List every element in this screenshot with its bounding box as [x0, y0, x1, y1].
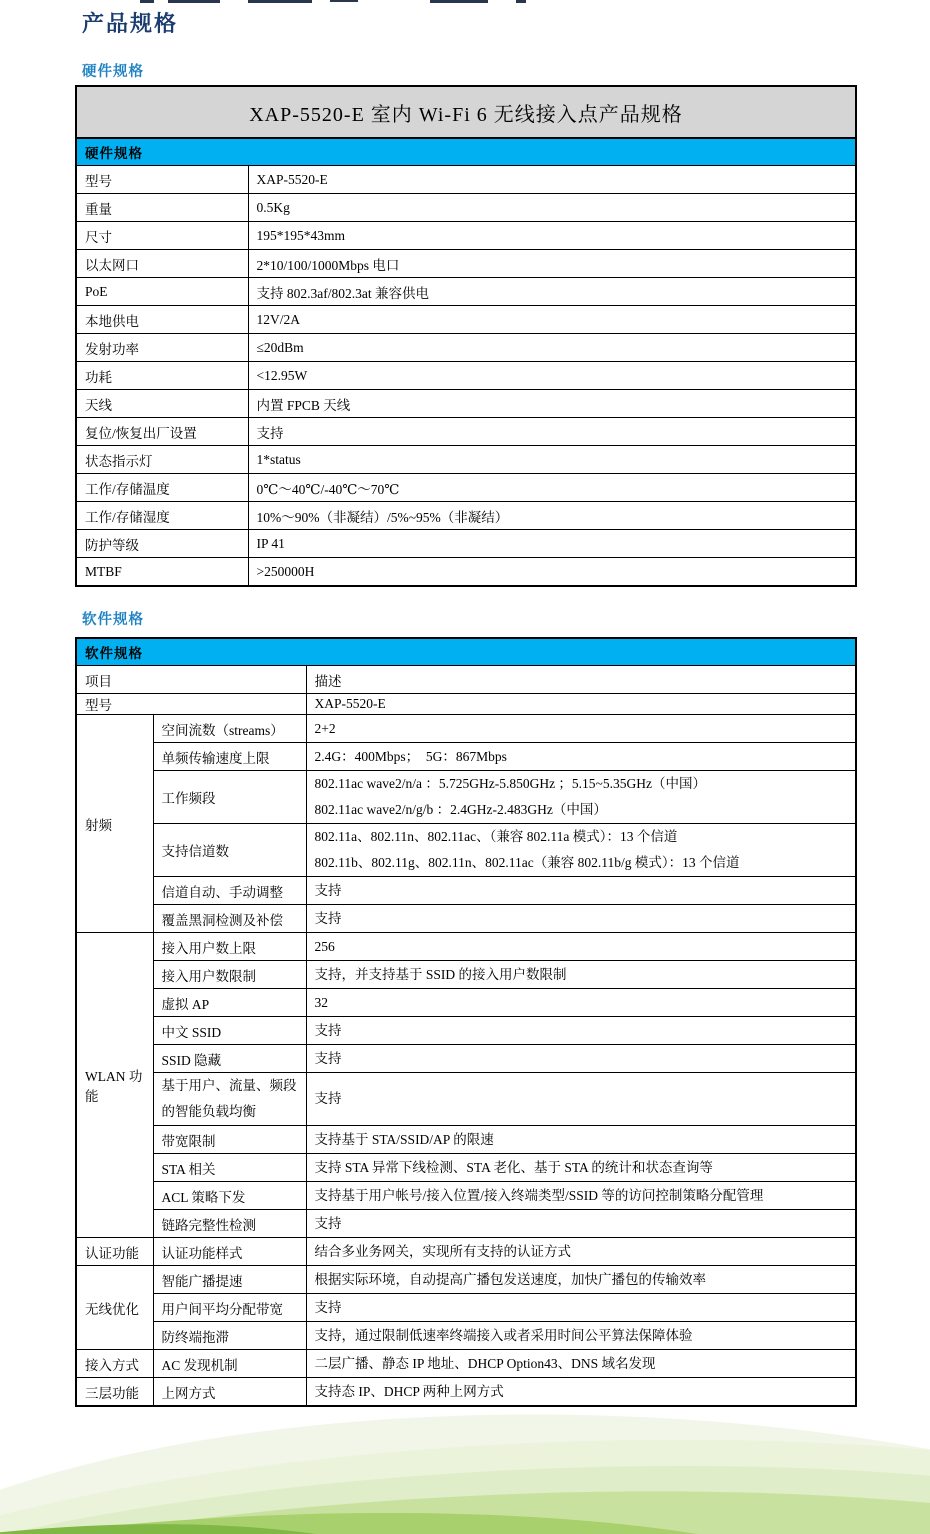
- software-spec-row: [76, 1073, 856, 1126]
- spec-item: 链路完整性检测: [153, 1210, 306, 1238]
- spec-label: 发射功率: [76, 334, 248, 362]
- hardware-spec-row: [76, 194, 856, 222]
- spec-desc-line: 支持: [314, 1091, 342, 1106]
- spec-desc: [306, 1210, 856, 1238]
- software-spec-row: [76, 1322, 856, 1350]
- spec-label: 天线: [76, 390, 248, 418]
- hardware-spec-row: [76, 474, 856, 502]
- spec-item: SSID 隐藏: [153, 1045, 306, 1073]
- group-label: WLAN 功能: [76, 933, 153, 1238]
- hardware-table-band-label: 硬件规格: [76, 138, 856, 166]
- group-label: 三层功能: [76, 1378, 153, 1407]
- spec-item: [153, 1073, 306, 1126]
- software-spec-row: [76, 1210, 856, 1238]
- spec-value: 支持 802.3af/802.3at 兼容供电: [248, 278, 856, 306]
- spec-value: 内置 FPCB 天线: [248, 390, 856, 418]
- spec-desc: [306, 1238, 856, 1266]
- spec-value: ≤20dBm: [248, 334, 856, 362]
- spec-item: ACL 策略下发: [153, 1182, 306, 1210]
- hardware-spec-row: [76, 446, 856, 474]
- spec-value: 10%～90%（非凝结）/5%~95%（非凝结）: [248, 502, 856, 530]
- group-label: 射频: [76, 715, 153, 933]
- spec-desc-line: 2+2: [314, 720, 336, 736]
- software-spec-row: [76, 824, 856, 877]
- hardware-spec-row: [76, 166, 856, 194]
- hardware-spec-row: [76, 558, 856, 587]
- software-spec-row: [76, 1182, 856, 1210]
- spec-desc-line: 支持: [314, 1022, 342, 1038]
- spec-item: 虚拟 AP: [153, 989, 306, 1017]
- spec-desc-line: 支持: [314, 1050, 342, 1066]
- hardware-spec-row: [76, 362, 856, 390]
- spec-item: 中文 SSID: [153, 1017, 306, 1045]
- clipped-previous-content: [0, 0, 930, 5]
- spec-desc: [306, 715, 856, 743]
- software-spec-row: [76, 743, 856, 771]
- spec-item: 覆盖黑洞检测及补偿: [153, 905, 306, 933]
- hardware-spec-row: [76, 530, 856, 558]
- software-spec-row: [76, 1126, 856, 1154]
- software-spec-row: [76, 1238, 856, 1266]
- hardware-table-title: XAP-5520-E 室内 Wi-Fi 6 无线接入点产品规格: [76, 86, 856, 138]
- software-spec-row: [76, 1350, 856, 1378]
- hardware-spec-row: [76, 502, 856, 530]
- spec-desc: [306, 1322, 856, 1350]
- spec-label: 工作/存储湿度: [76, 502, 248, 530]
- spec-desc: [306, 877, 856, 905]
- spec-item: AC 发现机制: [153, 1350, 306, 1378]
- spec-label: MTBF: [76, 558, 248, 587]
- spec-label: 本地供电: [76, 306, 248, 334]
- hardware-spec-row: [76, 306, 856, 334]
- spec-item: STA 相关: [153, 1154, 306, 1182]
- spec-item: 智能广播提速: [153, 1266, 306, 1294]
- spec-desc-line: 支持: [314, 1215, 342, 1231]
- group-label: 认证功能: [76, 1238, 153, 1266]
- spec-desc: [306, 1017, 856, 1045]
- software-spec-row: [76, 877, 856, 905]
- spec-desc: [306, 905, 856, 933]
- software-spec-row: [76, 905, 856, 933]
- hardware-table-title-row: [76, 86, 856, 138]
- spec-desc-line: 802.11b、802.11g、802.11n、802.11ac（兼容 802.11b/g 模式）：13 个信道: [314, 855, 740, 870]
- page-title: 产品规格: [82, 11, 179, 36]
- group-label: 无线优化: [76, 1266, 153, 1350]
- spec-value: >250000H: [248, 558, 856, 587]
- spec-desc-line: 二层广播、静态 IP 地址、DHCP Option43、DNS 域名发现: [314, 1355, 656, 1371]
- model-label-cell: 型号: [76, 694, 306, 715]
- spec-label: 重量: [76, 194, 248, 222]
- spec-value: 1*status: [248, 446, 856, 474]
- spec-desc: [306, 1294, 856, 1322]
- spec-desc: [306, 1266, 856, 1294]
- spec-desc-line: 802.11ac wave2/n/a ：5.725GHz-5.850GHz ；5.15~5.35GHz（中国）: [314, 776, 706, 791]
- spec-desc: [306, 1350, 856, 1378]
- software-spec-table: [75, 637, 857, 1407]
- spec-desc-line: 支持 STA 异常下线检测、STA 老化、基于 STA 的统计和状态查询等: [314, 1159, 713, 1175]
- software-spec-row: [76, 1017, 856, 1045]
- spec-item: 带宽限制: [153, 1126, 306, 1154]
- spec-value: 0.5Kg: [248, 194, 856, 222]
- spec-item: 用户间平均分配带宽: [153, 1294, 306, 1322]
- spec-label: 尺寸: [76, 222, 248, 250]
- spec-value: 2*10/100/1000Mbps 电口: [248, 250, 856, 278]
- header-item-cell: 项目: [76, 666, 306, 694]
- spec-value: 0℃～40℃/-40℃～70℃: [248, 474, 856, 502]
- software-spec-row: [76, 1294, 856, 1322]
- spec-label: 防护等级: [76, 530, 248, 558]
- spec-desc-line: 支持: [314, 910, 342, 926]
- software-model-row: [76, 694, 856, 715]
- spec-desc-line: 802.11a、802.11n、802.11ac、（兼容 802.11a 模式）：13 个信道: [314, 829, 678, 844]
- software-table-header-row: [76, 666, 856, 694]
- spec-desc-line: 2.4G：400Mbps； 5G：867Mbps: [314, 748, 507, 764]
- spec-desc: [306, 1126, 856, 1154]
- software-spec-row: [76, 933, 856, 961]
- software-spec-row: [76, 1154, 856, 1182]
- spec-item: 上网方式: [153, 1378, 306, 1407]
- spec-item: 空间流数（streams）: [153, 715, 306, 743]
- software-spec-row: [76, 1266, 856, 1294]
- spec-desc-line: 支持态 IP、DHCP 两种上网方式: [314, 1383, 504, 1399]
- spec-value: XAP-5520-E: [248, 166, 856, 194]
- spec-desc-line: 结合多业务网关，实现所有支持的认证方式: [314, 1243, 571, 1259]
- spec-label: 以太网口: [76, 250, 248, 278]
- hardware-spec-row: [76, 250, 856, 278]
- spec-desc: [306, 961, 856, 989]
- spec-value: IP 41: [248, 530, 856, 558]
- spec-item: 单频传输速度上限: [153, 743, 306, 771]
- software-spec-row: [76, 1045, 856, 1073]
- model-value-cell: XAP-5520-E: [306, 694, 856, 715]
- spec-item: 认证功能样式: [153, 1238, 306, 1266]
- spec-desc-line: 支持，通过限制低速率终端接入或者采用时间公平算法保障体验: [314, 1327, 693, 1343]
- spec-label: 功耗: [76, 362, 248, 390]
- footer-wave-decoration: [0, 1402, 930, 1534]
- spec-desc-line: 支持基于用户帐号/接入位置/接入终端类型/SSID 等的访问控制策略分配管理: [314, 1187, 764, 1203]
- header-desc-cell: 描述: [306, 666, 856, 694]
- spec-desc: [306, 824, 856, 877]
- spec-item: 接入用户数限制: [153, 961, 306, 989]
- hardware-spec-row: [76, 278, 856, 306]
- software-table-band-label: 软件规格: [76, 638, 856, 666]
- spec-item: 接入用户数上限: [153, 933, 306, 961]
- spec-value: 12V/2A: [248, 306, 856, 334]
- spec-desc-line: 802.11ac wave2/n/g/b ：2.4GHz-2.483GHz（中国）: [314, 802, 607, 817]
- spec-desc-line: 256: [314, 938, 335, 954]
- spec-value: <12.95W: [248, 362, 856, 390]
- hardware-spec-table: [75, 85, 857, 587]
- hardware-section-label: 硬件规格: [82, 64, 144, 80]
- software-table-band-row: [76, 638, 856, 666]
- hardware-spec-row: [76, 334, 856, 362]
- spec-value: 195*195*43mm: [248, 222, 856, 250]
- spec-item-line: 基于用户、流量、频段: [161, 1078, 297, 1093]
- software-section-label: 软件规格: [82, 612, 144, 628]
- spec-value: 支持: [248, 418, 856, 446]
- software-spec-row: [76, 715, 856, 743]
- spec-desc: [306, 771, 856, 824]
- spec-desc-line: 32: [314, 994, 328, 1010]
- hardware-spec-row: [76, 390, 856, 418]
- software-spec-row: [76, 771, 856, 824]
- spec-desc-line: 支持基于 STA/SSID/AP 的限速: [314, 1131, 494, 1147]
- spec-desc: [306, 1182, 856, 1210]
- spec-desc-line: 支持: [314, 1299, 342, 1315]
- hardware-spec-row: [76, 222, 856, 250]
- software-spec-row: [76, 989, 856, 1017]
- spec-desc: [306, 1045, 856, 1073]
- spec-desc: [306, 1154, 856, 1182]
- spec-label: PoE: [76, 278, 248, 306]
- spec-item: 防终端拖滞: [153, 1322, 306, 1350]
- spec-desc-line: 支持: [314, 882, 342, 898]
- software-spec-row: [76, 961, 856, 989]
- spec-item: 支持信道数: [153, 824, 306, 877]
- spec-desc: [306, 933, 856, 961]
- spec-desc-line: 支持，并支持基于 SSID 的接入用户数限制: [314, 966, 567, 982]
- spec-desc-line: 根据实际环境，自动提高广播包发送速度，加快广播包的传输效率: [314, 1271, 706, 1287]
- spec-label: 复位/恢复出厂设置: [76, 418, 248, 446]
- spec-label: 工作/存储温度: [76, 474, 248, 502]
- spec-label: 型号: [76, 166, 248, 194]
- spec-desc: [306, 743, 856, 771]
- spec-item: 信道自动、手动调整: [153, 877, 306, 905]
- hardware-spec-row: [76, 418, 856, 446]
- group-label: 接入方式: [76, 1350, 153, 1378]
- hardware-table-band-row: [76, 138, 856, 166]
- spec-label: 状态指示灯: [76, 446, 248, 474]
- spec-item-line: 的智能负载均衡: [161, 1104, 256, 1119]
- spec-desc: [306, 1073, 856, 1126]
- spec-desc: [306, 989, 856, 1017]
- spec-item: 工作频段: [153, 771, 306, 824]
